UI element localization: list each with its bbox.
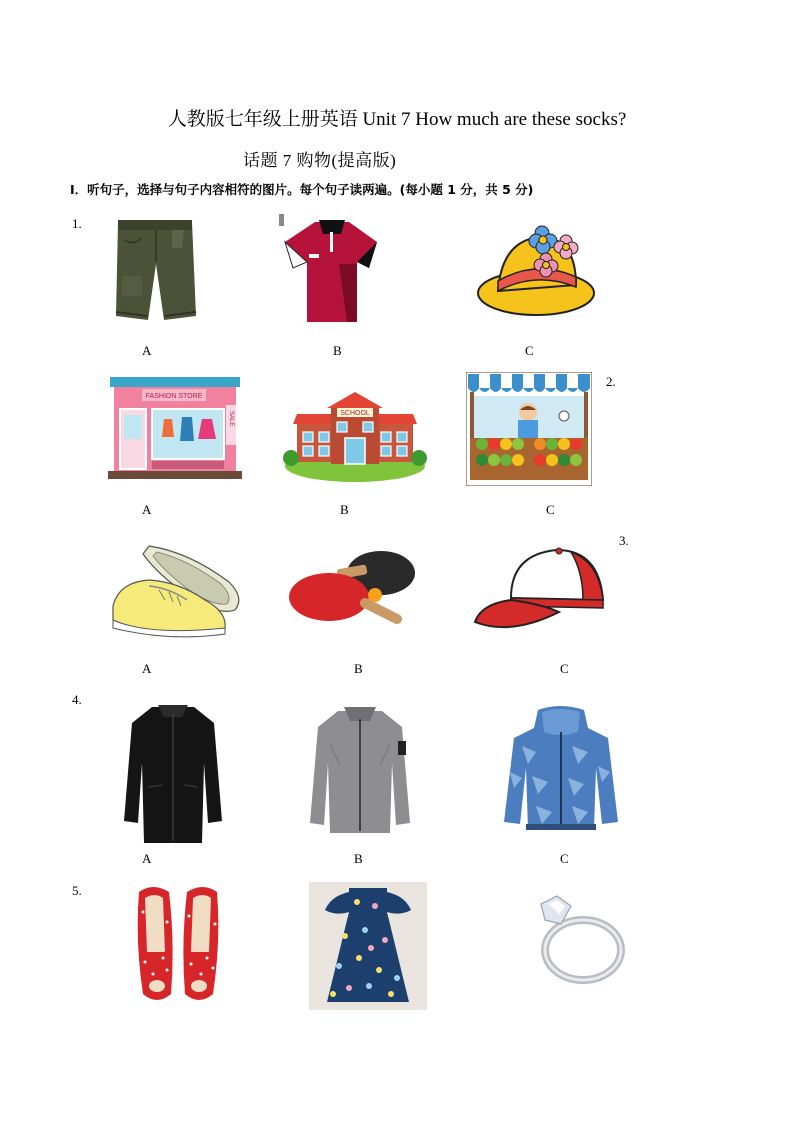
page-title: 人教版七年级上册英语 Unit 7 How much are these socks? <box>167 109 627 130</box>
red-polo-shirt-picture <box>279 214 385 326</box>
black-jacket-picture <box>122 703 224 847</box>
option-letter-3a: A <box>142 661 152 676</box>
fashion-store-sign: FASHION STORE <box>145 393 203 400</box>
page-subtitle: 话题 7 购物(提高版) <box>243 151 397 170</box>
option-letter-4b: B <box>354 851 363 866</box>
red-polka-dot-shoes-picture <box>133 882 223 1008</box>
blue-hoodie-picture <box>502 706 620 832</box>
yellow-flower-hat-picture <box>476 219 598 319</box>
ping-pong-paddles-picture <box>285 545 429 635</box>
option-letter-2b: B <box>340 502 349 517</box>
red-white-cap-picture <box>471 542 607 642</box>
question-number-2: 2. <box>606 374 616 389</box>
option-letter-2a: A <box>142 502 152 517</box>
floral-dress-picture <box>309 882 427 1010</box>
option-letter-3b: B <box>354 661 363 676</box>
question-number-4: 4. <box>72 692 82 707</box>
question-number-1: 1. <box>72 216 82 231</box>
question-number-3: 3. <box>619 533 629 548</box>
diamond-ring-picture <box>527 890 627 990</box>
option-letter-4a: A <box>142 851 152 866</box>
option-letter-1a: A <box>142 343 152 358</box>
option-letter-1b: B <box>333 343 342 358</box>
green-shorts-picture <box>112 216 198 326</box>
fruit-vegetable-stall-picture <box>466 372 592 486</box>
question-number-5: 5. <box>72 883 82 898</box>
option-letter-4c: C <box>560 851 569 866</box>
fashion-store-picture <box>108 375 242 479</box>
school-sign: SCHOOL <box>340 410 370 417</box>
section-instruction: I．听句子，选择与句子内容相符的图片。每个句子读两遍。(每小题 1 分，共 5 分) <box>70 182 534 197</box>
grey-jacket-picture <box>306 705 414 835</box>
option-letter-1c: C <box>525 343 534 358</box>
option-letter-2c: C <box>546 502 555 517</box>
yellow-sneakers-picture <box>109 542 249 642</box>
school-building-picture <box>283 380 427 484</box>
option-letter-3c: C <box>560 661 569 676</box>
store-sale-sign: SALE <box>228 411 234 427</box>
